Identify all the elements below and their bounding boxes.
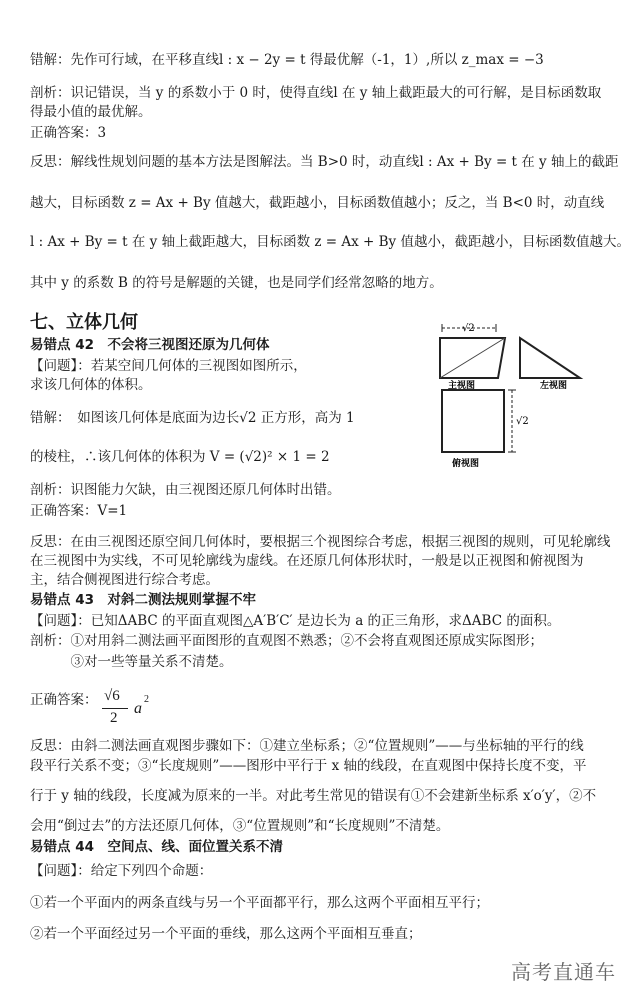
section-heading: 易错点 44 空间点、线、面位置关系不清 (30, 839, 283, 855)
side-view-label: 左视图 (540, 381, 568, 391)
side-view (520, 338, 580, 378)
text-line: 正确答案：3 (30, 125, 107, 141)
section-heading: 七、立体几何 (30, 312, 138, 333)
answer-variable: a (134, 700, 142, 717)
text-line: 正确答案： (30, 692, 98, 708)
text-line: 剖析：①对用斜二测法画平面图形的直观图不熟悉；②不会将直观图还原成实际图形； (30, 633, 543, 649)
top-view-height-label: √2 (516, 416, 529, 427)
text-line: ③对一些等量关系不清楚。 (30, 654, 233, 670)
answer-denominator: 2 (110, 710, 118, 726)
answer-exponent: 2 (144, 694, 149, 705)
text-line: ①若一个平面内的两条直线与另一个平面都平行，那么这两个平面相互平行； (30, 895, 489, 911)
text-line: 行于 y 轴的线段，长度减为原来的一半。对此考生常见的错误有①不会建新坐标系 x′o′y′，②不 (30, 788, 597, 804)
section-heading: 易错点 42 不会将三视图还原为几何体 (30, 337, 270, 353)
text-line: 段平行关系不变；③“长度规则”——图形中平行于 x 轴的线段，在直观图中保持长度不变，平 (30, 758, 587, 774)
text-line: 剖析：识图能力欠缺，由三视图还原几何体时出错。 (30, 482, 341, 498)
text-line: 反思：解线性规划问题的基本方法是图解法。当 B>0 时，动直线l : Ax + By = t 在 y 轴上的截距 (30, 154, 619, 170)
answer-fraction (102, 688, 162, 732)
text-line: 主，结合侧视图进行综合考虑。 (30, 572, 219, 588)
text-line: 反思：由斜二测法画直观图步骤如下：①建立坐标系；②“位置规则”——与坐标轴的平行的线 (30, 738, 584, 754)
text-line: 错解：先作可行域，在平移直线l : x − 2y = t 得最优解（-1，1）,所以 z_max = −3 (30, 52, 544, 68)
text-line: 的棱柱，∴该几何体的体积为 V = (√2)² × 1 = 2 (30, 449, 330, 465)
text-line: 错解： 如图该几何体是底面为边长√2 正方形，高为 1 (30, 410, 355, 426)
text-line: 剖析：识记错误，当 y 的系数小于 0 时，使得直线l 在 y 轴上截距最大的可行解，是目标函数取 (30, 85, 602, 101)
text-line: 在三视图中为实线，不可见轮廓线为虚线。在还原几何体形状时，一般是以正视图和俯视图为 (30, 553, 584, 569)
front-view-width-label: √2 (462, 323, 475, 334)
text-line: 【问题】：给定下列四个命题： (30, 863, 213, 879)
section-heading: 易错点 43 对斜二测法规则掌握不牢 (30, 592, 256, 608)
text-line: 会用“倒过去”的方法还原几何体，③“位置规则”和“长度规则”不清楚。 (30, 818, 450, 834)
answer-numerator: √6 (104, 688, 120, 704)
text-line: ②若一个平面经过另一个平面的垂线，那么这两个平面相互垂直； (30, 926, 422, 942)
watermark: 高考直通车 (511, 960, 616, 984)
three-view-figure (430, 320, 615, 470)
text-line: 【问题】：若某空间几何体的三视图如图所示， (30, 358, 307, 374)
top-view-label: 俯视图 (452, 459, 480, 469)
front-view-label: 主视图 (448, 381, 476, 391)
text-line: 反思：在由三视图还原空间几何体时，要根据三个视图综合考虑，根据三视图的规则，可见轮廓线 (30, 534, 611, 550)
top-view (442, 390, 516, 452)
text-line: 其中 y 的系数 B 的符号是解题的关键，也是同学们经常忽略的地方。 (30, 275, 443, 291)
text-line: l : Ax + By = t 在 y 轴上截距越大，目标函数 z = Ax + By 值越小，截距越小，目标函数值越大。 (30, 234, 630, 250)
text-line: 得最小值的最优解。 (30, 104, 152, 120)
text-line: 【问题】：已知ΔABC 的平面直观图△A′B′C′ 是边长为 a 的正三角形，求ΔABC 的面积。 (30, 613, 561, 629)
text-line: 求该几何体的体积。 (30, 377, 152, 393)
text-line: 越大，目标函数 z = Ax + By 值越大，截距越小，目标函数值越小；反之，当 B<0 时，动直线 (30, 195, 605, 211)
text-line: 正确答案：V=1 (30, 503, 128, 519)
